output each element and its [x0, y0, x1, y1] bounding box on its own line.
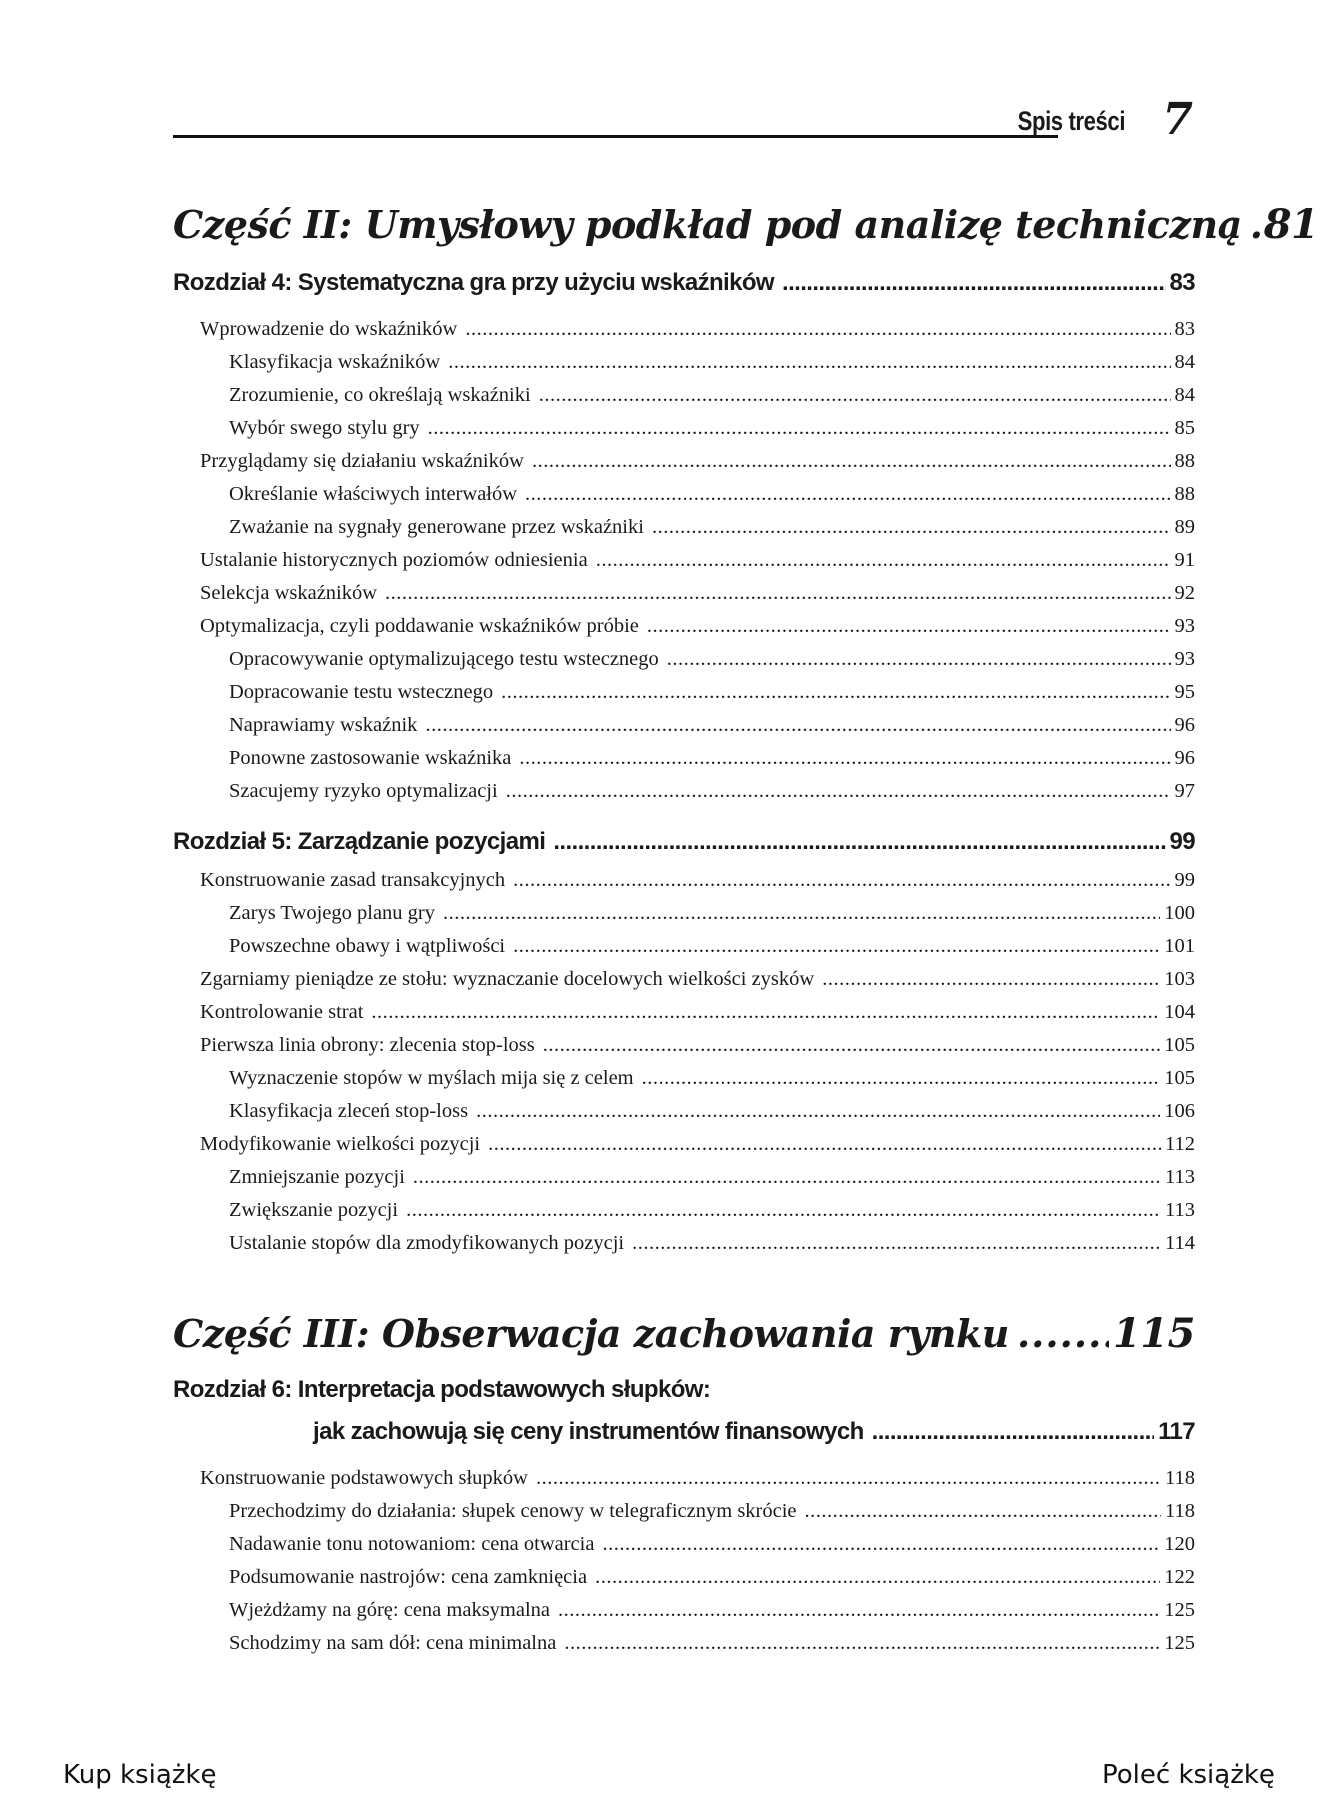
leader-dots	[501, 681, 1170, 704]
entry-page: 101	[1164, 935, 1195, 957]
entry-page: 104	[1164, 1001, 1195, 1023]
toc-entry	[173, 379, 1195, 412]
leader-dots	[564, 1632, 1160, 1655]
leader-dots	[413, 1166, 1161, 1189]
entry-title: Wjeżdżamy na górę: cena maksymalna	[229, 1599, 551, 1621]
entry-title: Wyznaczenie stopów w myślach mija się z celem	[229, 1067, 634, 1089]
toc-entry	[173, 996, 1195, 1029]
leader-dots	[406, 1199, 1161, 1222]
toc-entry	[173, 963, 1195, 996]
toc-entry	[173, 1561, 1195, 1594]
entry-page: 122	[1164, 1566, 1195, 1588]
entry-title: Ponowne zastosowanie wskaźnika	[229, 747, 512, 769]
leader-dots	[1250, 202, 1260, 247]
entry-title: Przyglądamy się działaniu wskaźników	[200, 450, 524, 472]
leader-dots	[596, 549, 1171, 572]
toc-entry	[173, 775, 1195, 808]
toc-entry	[173, 1062, 1195, 1095]
entry-title: Powszechne obawy i wątpliwości	[229, 935, 506, 957]
entry-title: Klasyfikacja wskaźników	[229, 351, 441, 373]
entry-title: Określanie właściwych interwałów	[229, 483, 518, 505]
toc-entry	[173, 1194, 1195, 1227]
toc-entry	[173, 511, 1195, 544]
toc-entry	[173, 1594, 1195, 1627]
toc-entry	[173, 346, 1195, 379]
entry-title: Wprowadzenie do wskaźników	[200, 318, 458, 340]
entry-page: 118	[1165, 1467, 1195, 1489]
leader-dots	[465, 318, 1170, 341]
entry-page: 84	[1174, 351, 1195, 373]
toc-entry	[173, 1227, 1195, 1260]
page-header	[173, 92, 1195, 145]
toc-entry	[173, 445, 1195, 478]
leader-dots	[519, 747, 1170, 770]
leader-dots	[1017, 1311, 1109, 1356]
leader-dots	[448, 351, 1170, 374]
leader-dots	[532, 450, 1171, 473]
toc-entry	[173, 544, 1195, 577]
entry-title: Naprawiamy wskaźnik	[229, 714, 418, 736]
entry-title: Podsumowanie nastrojów: cena zamknięcia	[229, 1566, 588, 1588]
leader-dots	[652, 516, 1171, 539]
entry-title: Nadawanie tonu notowaniom: cena otwarcia	[229, 1533, 595, 1555]
leader-dots	[513, 869, 1170, 892]
entry-page: 120	[1164, 1533, 1195, 1555]
entry-title: Szacujemy ryzyko optymalizacji	[229, 780, 498, 802]
leader-dots	[488, 1133, 1161, 1156]
leader-dots	[428, 417, 1171, 440]
leader-dots	[539, 384, 1171, 407]
entry-page: 125	[1164, 1599, 1195, 1621]
leader-dots	[525, 483, 1170, 506]
chapter-title: Rozdział 4: Systematyczna gra przy użyciu wskaźników	[173, 269, 775, 296]
entry-page: 125	[1164, 1632, 1195, 1654]
entry-page: 114	[1165, 1232, 1195, 1254]
toc-entry	[173, 1627, 1195, 1660]
leader-dots	[543, 1034, 1161, 1057]
leader-dots	[385, 582, 1170, 605]
entry-page: 93	[1174, 615, 1195, 637]
entry-page: 112	[1165, 1133, 1195, 1155]
leader-dots	[667, 648, 1171, 671]
toc-entry	[173, 897, 1195, 930]
entry-page: 96	[1174, 747, 1195, 769]
leader-dots	[371, 1001, 1160, 1024]
entry-title: Modyfikowanie wielkości pozycji	[200, 1133, 481, 1155]
entry-title: Ustalanie stopów dla zmodyfikowanych pozycji	[229, 1232, 625, 1254]
entry-title: Wybór swego stylu gry	[229, 417, 420, 439]
entry-title: Pierwsza linia obrony: zlecenia stop-loss	[200, 1034, 535, 1056]
entry-title: Dopracowanie testu wstecznego	[229, 681, 494, 703]
part-title: Część III: Obserwacja zachowania rynku	[173, 1310, 1009, 1356]
chapter-page: 117	[1158, 1418, 1195, 1445]
entry-title: Opracowywanie optymalizującego testu wstecznego	[229, 648, 659, 670]
toc-entry	[173, 1528, 1195, 1561]
chapter-6-heading	[173, 1410, 1195, 1454]
entry-title: Zgarniamy pieniądze ze stołu: wyznaczanie docelowych wielkości zysków	[200, 968, 815, 990]
entry-page: 88	[1174, 450, 1195, 472]
leader-dots	[443, 902, 1160, 925]
leader-dots	[872, 1418, 1154, 1446]
chapter-title: Rozdział 5: Zarządzanie pozycjami	[173, 828, 546, 855]
running-head-title: Spis treści	[1017, 106, 1125, 136]
part-title: Część II: Umysłowy podkład pod analizę techniczną	[173, 201, 1242, 247]
entry-page: 103	[1164, 968, 1195, 990]
entry-page: 105	[1164, 1067, 1195, 1089]
part-2-heading	[173, 195, 1319, 253]
leader-dots	[805, 1500, 1161, 1523]
entry-page: 91	[1174, 549, 1195, 571]
entry-title: Zrozumienie, co określają wskaźniki	[229, 384, 531, 406]
entry-title: Optymalizacja, czyli poddawanie wskaźników próbie	[200, 615, 639, 637]
entry-page: 84	[1174, 384, 1195, 406]
page-number: 7	[1162, 94, 1193, 145]
part-3-heading	[173, 1304, 1195, 1362]
leader-dots	[513, 935, 1160, 958]
entry-page: 118	[1165, 1500, 1195, 1522]
leader-dots	[782, 269, 1165, 297]
toc-entry	[173, 1095, 1195, 1128]
entry-title: Selekcja wskaźników	[200, 582, 378, 604]
toc-entry	[173, 930, 1195, 963]
entry-title: Zwiększanie pozycji	[229, 1199, 399, 1221]
toc-entry	[173, 742, 1195, 775]
leader-dots	[553, 828, 1165, 856]
entry-title: Zmniejszanie pozycji	[229, 1166, 405, 1188]
buy-book-link[interactable]: Kup książkę	[63, 1760, 217, 1790]
entry-title: Ustalanie historycznych poziomów odniesienia	[200, 549, 588, 571]
toc-entry	[173, 709, 1195, 742]
entry-title: Zarys Twojego planu gry	[229, 902, 435, 924]
toc-entry	[173, 610, 1195, 643]
recommend-book-link[interactable]: Poleć książkę	[1102, 1760, 1275, 1790]
leader-dots	[558, 1599, 1160, 1622]
leader-dots	[476, 1100, 1160, 1123]
toc-entry	[173, 1462, 1195, 1495]
entry-title: Przechodzimy do działania: słupek cenowy w telegraficznym skrócie	[229, 1500, 797, 1522]
leader-dots	[536, 1467, 1161, 1490]
toc-entry	[173, 1029, 1195, 1062]
entry-page: 95	[1174, 681, 1195, 703]
chapter-4-heading	[173, 261, 1195, 305]
leader-dots	[632, 1232, 1161, 1255]
leader-dots	[647, 615, 1171, 638]
entry-page: 89	[1174, 516, 1195, 538]
toc-entry	[173, 643, 1195, 676]
toc-entry	[173, 313, 1195, 346]
toc-entry	[173, 1128, 1195, 1161]
entry-page: 99	[1174, 869, 1195, 891]
part-page: 115	[1113, 1309, 1195, 1357]
entry-page: 88	[1174, 483, 1195, 505]
entry-page: 96	[1174, 714, 1195, 736]
chapter-6-title-line1: Rozdział 6: Interpretacja podstawowych słupków:	[173, 1376, 711, 1403]
entry-page: 92	[1174, 582, 1195, 604]
entry-title: Konstruowanie podstawowych słupków	[200, 1467, 528, 1489]
leader-dots	[602, 1533, 1160, 1556]
toc-entry	[173, 1495, 1195, 1528]
part-page: 81	[1263, 200, 1319, 248]
entry-page: 100	[1164, 902, 1195, 924]
chapter-page: 99	[1169, 828, 1195, 855]
leader-dots	[506, 780, 1171, 803]
leader-dots	[595, 1566, 1160, 1589]
leader-dots	[425, 714, 1170, 737]
entry-page: 113	[1165, 1166, 1195, 1188]
leader-dots	[822, 968, 1160, 991]
table-of-contents	[173, 195, 1319, 1660]
header-rule	[173, 135, 1058, 138]
toc-entry	[173, 412, 1195, 445]
toc-entry	[173, 478, 1195, 511]
toc-entry	[173, 864, 1195, 897]
entry-page: 97	[1174, 780, 1195, 802]
entry-page: 93	[1174, 648, 1195, 670]
entry-page: 106	[1164, 1100, 1195, 1122]
entry-page: 105	[1164, 1034, 1195, 1056]
entry-title: Schodzimy na sam dół: cena minimalna	[229, 1632, 557, 1654]
toc-entry	[173, 577, 1195, 610]
entry-title: Zważanie na sygnały generowane przez wskaźniki	[229, 516, 644, 538]
entry-title: Konstruowanie zasad transakcyjnych	[200, 869, 506, 891]
entry-title: Klasyfikacja zleceń stop-loss	[229, 1100, 469, 1122]
toc-entry	[173, 676, 1195, 709]
toc-entry	[173, 1161, 1195, 1194]
leader-dots	[642, 1067, 1161, 1090]
chapter-title-line2: jak zachowują się ceny instrumentów finansowych	[313, 1418, 864, 1445]
entry-title: Kontrolowanie strat	[200, 1001, 364, 1023]
chapter-page: 83	[1169, 269, 1195, 296]
entry-page: 83	[1174, 318, 1195, 340]
chapter-5-heading	[173, 820, 1195, 864]
entry-page: 85	[1174, 417, 1195, 439]
entry-page: 113	[1165, 1199, 1195, 1221]
